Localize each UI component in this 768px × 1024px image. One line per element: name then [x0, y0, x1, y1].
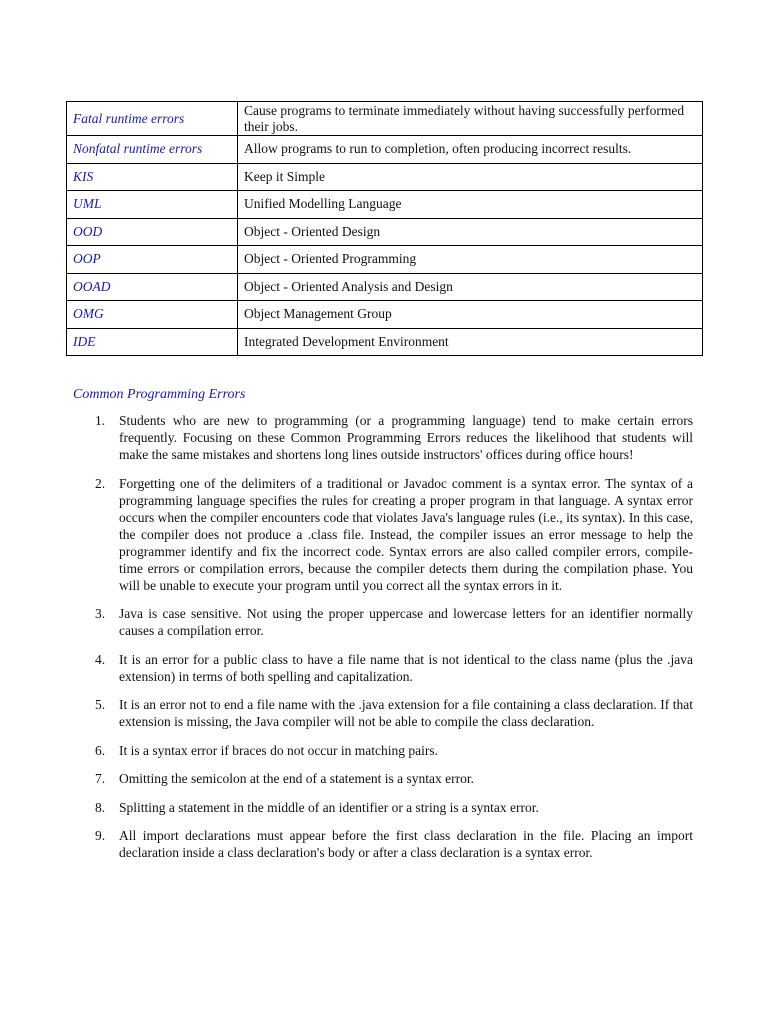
glossary-row: [67, 218, 703, 246]
list-item: [0, 475, 768, 594]
list-item: [0, 412, 768, 463]
glossary-row: [67, 301, 703, 329]
list-item-text: Java is case sensitive. Not using the proper uppercase and lowercase letters for an identifier normally causes a compilation error.: [119, 606, 693, 638]
glossary-term: OOAD: [67, 273, 238, 301]
glossary-row: [67, 191, 703, 219]
glossary-term: UML: [67, 191, 238, 219]
errors-list: [0, 412, 768, 873]
glossary-row: [67, 246, 703, 274]
glossary-term: OOP: [67, 246, 238, 274]
list-item-text: Omitting the semicolon at the end of a statement is a syntax error.: [119, 771, 475, 786]
list-item-number: 7.: [95, 771, 106, 786]
glossary-row: [67, 273, 703, 301]
list-item-text: Splitting a statement in the middle of an identifier or a string is a syntax error.: [119, 799, 539, 815]
list-item-number: 6.: [95, 742, 106, 758]
glossary-definition: Object - Oriented Design: [238, 218, 703, 246]
glossary-term: Nonfatal runtime errors: [67, 136, 238, 164]
list-item-text: It is an error not to end a file name with the .java extension for a file containing a class declaration. If that extension is missing, the Java compiler will not be able to compile the class declaration.: [119, 697, 693, 729]
list-item-number: 8.: [95, 799, 106, 815]
glossary-term: KIS: [67, 163, 238, 191]
list-item-number: 5.: [95, 697, 106, 712]
glossary-definition: Keep it Simple: [238, 163, 703, 191]
glossary-definition: Unified Modelling Language: [238, 191, 703, 219]
list-item: [0, 827, 768, 861]
list-item-text: Students who are new to programming (or a programming language) tend to make certain errors frequently. Focusing on these Common Programming Errors reduces the likelihood that students will make the same mistakes and shortens long lines outside instructors' offices during office hours!: [119, 413, 693, 462]
list-item: [0, 605, 768, 639]
section-title: Common Programming Errors: [73, 387, 246, 402]
list-item: [0, 770, 768, 787]
glossary-term: Fatal runtime errors: [67, 102, 238, 136]
glossary-row: [67, 136, 703, 164]
glossary-row: [67, 163, 703, 191]
glossary-definition: Object - Oriented Analysis and Design: [238, 273, 703, 301]
list-item: [0, 651, 768, 685]
glossary-definition: Allow programs to run to completion, often producing incorrect results.: [238, 136, 703, 164]
list-item-number: 1.: [95, 413, 106, 428]
list-item-text: It is a syntax error if braces do not occur in matching pairs.: [119, 742, 439, 758]
glossary-row: [67, 102, 703, 136]
list-item: [0, 742, 768, 759]
glossary-definition: Integrated Development Environment: [238, 328, 703, 356]
glossary-definition: Object - Oriented Programming: [238, 246, 703, 274]
list-item-text: All import declarations must appear before the first class declaration in the file. Placing an import declaration inside a class declaration's body or after a class declaration is a syntax error.: [119, 828, 693, 860]
list-item-number: 3.: [95, 606, 106, 621]
glossary-definition: Cause programs to terminate immediately without having successfully performed their jobs.: [238, 102, 703, 136]
list-item-text: It is an error for a public class to have a file name that is not identical to the class name (plus the .java extension) in terms of both spelling and capitalization.: [119, 651, 693, 684]
list-item-text: Forgetting one of the delimiters of a traditional or Javadoc comment is a syntax error. The syntax of a programming language specifies the rules for creating a proper program in that language. A syntax error occurs when the compiler encounters code that violates Java's language rules (i.e., its syntax). In this case, the compiler does not produce a .class file. Instead, the compiler issues an error message to help the programmer identify and fix the incorrect code. Syntax errors are also called compiler errors, compile-time errors or compilation errors, because the compiler detects them during the compilation phase. You will be unable to execute your program until you correct all the syntax errors in it.: [119, 475, 693, 593]
list-item-number: 9.: [95, 828, 106, 843]
glossary-term: IDE: [67, 328, 238, 356]
glossary-row: [67, 328, 703, 356]
list-item-number: 2.: [95, 475, 106, 491]
list-item: [0, 696, 768, 730]
glossary-term: OOD: [67, 218, 238, 246]
glossary-term: OMG: [67, 301, 238, 329]
glossary-table: [66, 101, 703, 356]
list-item: [0, 799, 768, 816]
glossary-definition: Object Management Group: [238, 301, 703, 329]
list-item-number: 4.: [95, 651, 106, 667]
